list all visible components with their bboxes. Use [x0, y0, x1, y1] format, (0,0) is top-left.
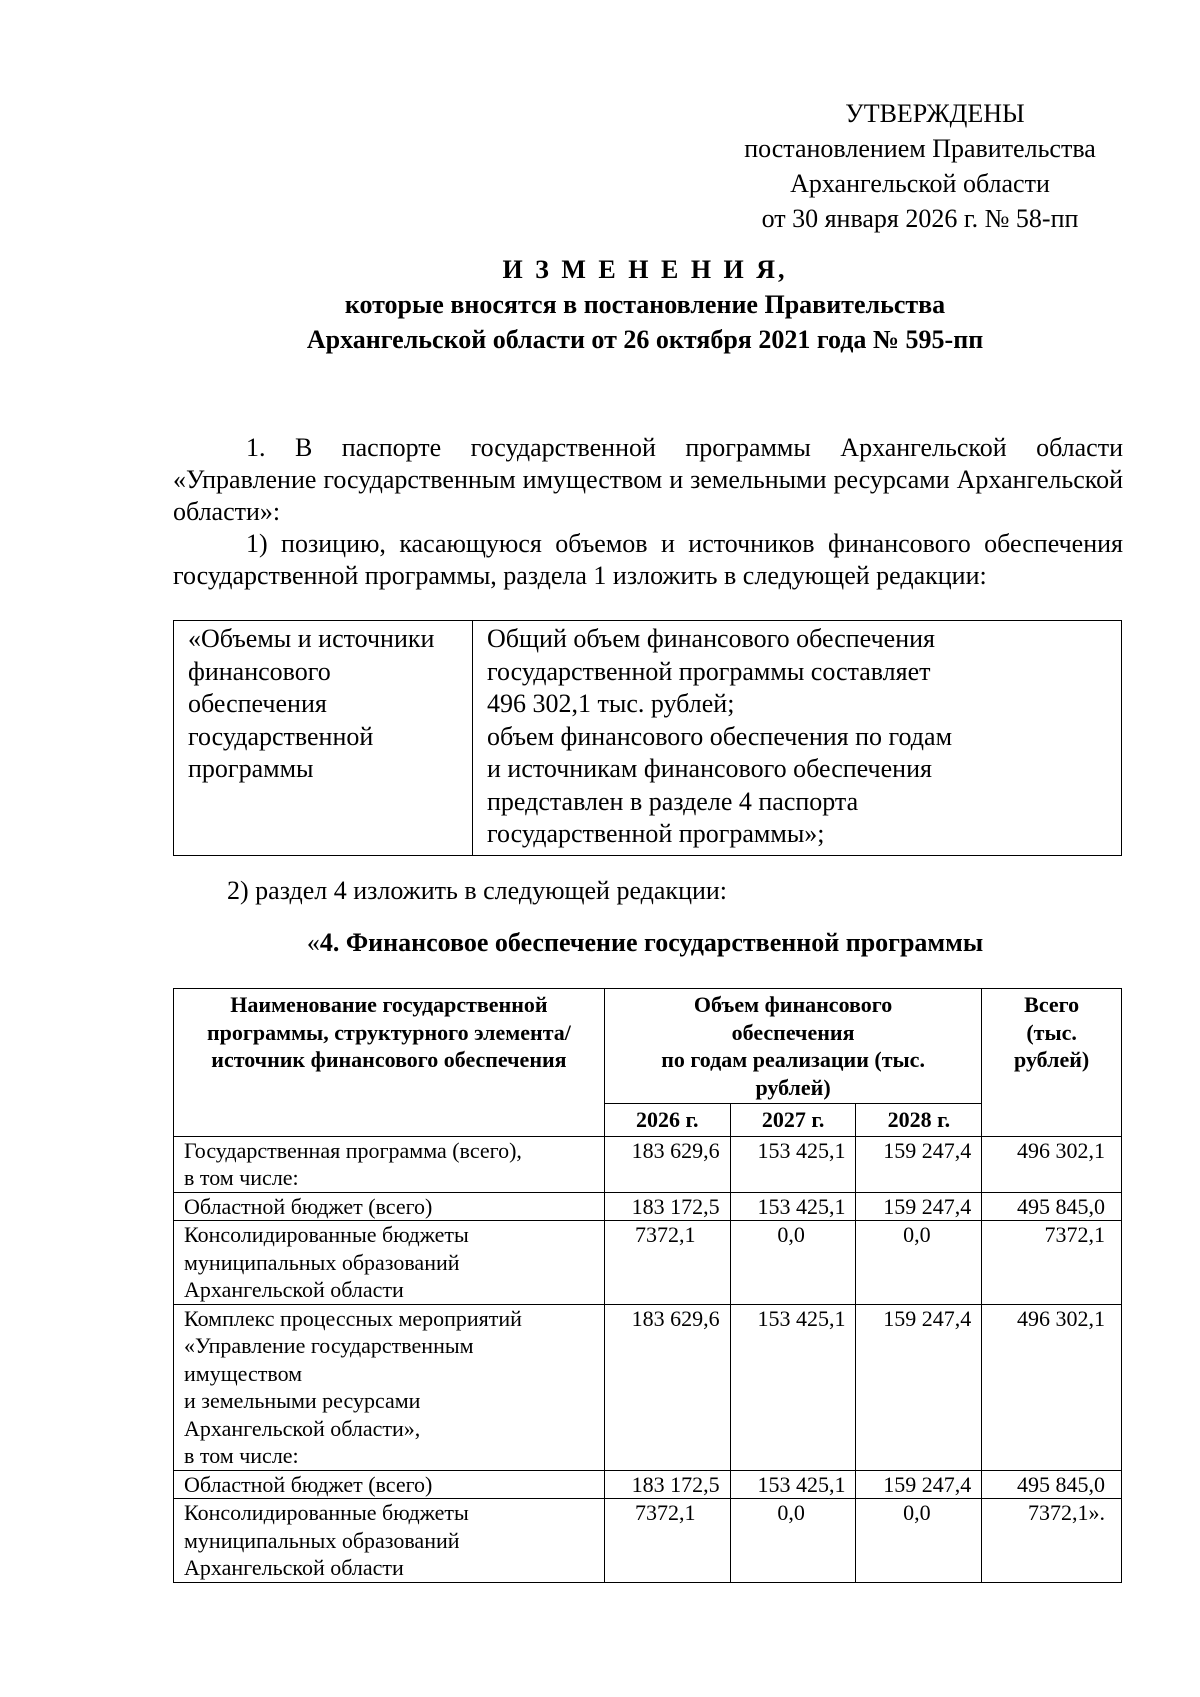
- title-line-3: Архангельской области от 26 октября 2021 года № 595-пп: [306, 325, 984, 354]
- header-year: 2027 г.: [730, 1104, 856, 1137]
- row-name-line: Архангельской области: [184, 1555, 404, 1580]
- row-value-2026: 183 172,5: [604, 1470, 730, 1499]
- passport-right-cell: [473, 621, 1122, 856]
- header-total-line: (тыс.: [1026, 1019, 1077, 1045]
- approval-stamp: [700, 96, 1140, 236]
- section-title: [170, 925, 1120, 960]
- row-value-2026: 7372,1: [604, 1499, 730, 1583]
- row-value-2028: 159 247,4: [856, 1470, 982, 1499]
- row-value-2026: 183 629,6: [604, 1136, 730, 1192]
- row-name-line: имуществом: [184, 1360, 303, 1386]
- row-value-2026: 183 172,5: [604, 1192, 730, 1221]
- passport-right-line: представлен в разделе 4 паспорта: [487, 786, 859, 816]
- row-total: 495 845,0: [982, 1470, 1122, 1499]
- row-total: 496 302,1: [982, 1304, 1122, 1470]
- header-volume: [604, 989, 981, 1104]
- paragraph-2: 1) позицию, касающуюся объемов и источников финансового обеспечения государственной программы, раздела 1 изложить в следующей редакции:: [173, 529, 1123, 590]
- approval-line-4: от 30 января 2026 г. № 58-пп: [761, 204, 1079, 233]
- title-line-1: И З М Е Н Е Н И Я,: [502, 255, 788, 284]
- row-value-2027: 153 425,1: [730, 1470, 856, 1499]
- passport-table: [173, 620, 1122, 856]
- section-title-quote: «: [306, 928, 320, 957]
- table-row: [174, 1499, 1122, 1583]
- passport-left-line: финансового: [188, 656, 331, 686]
- row-value-2028: 159 247,4: [856, 1192, 982, 1221]
- row-total: 496 302,1: [982, 1136, 1122, 1192]
- header-total: [982, 989, 1122, 1137]
- row-name-line: «Управление государственным: [184, 1333, 474, 1358]
- row-value-2028: 0,0: [856, 1221, 982, 1305]
- table-row: [174, 1136, 1122, 1192]
- row-value-2027: 0,0: [730, 1221, 856, 1305]
- table-row: [174, 1470, 1122, 1499]
- paragraph-3: 2) раздел 4 изложить в следующей редакции:: [227, 876, 728, 905]
- row-name: [174, 1304, 605, 1470]
- header-name-line: Наименование государственной: [230, 992, 548, 1017]
- approval-line-3: Архангельской области: [790, 169, 1050, 198]
- header-year: 2028 г.: [856, 1104, 982, 1137]
- row-total: 7372,1: [982, 1221, 1122, 1305]
- row-value-2027: 153 425,1: [730, 1136, 856, 1192]
- table-row: [174, 1192, 1122, 1221]
- row-value-2027: 153 425,1: [730, 1304, 856, 1470]
- row-name-line: Архангельской области»,: [184, 1415, 421, 1441]
- paragraph-1: 1. В паспорте государственной программы Архангельской области «Управление государственным имуществом и земельными ресурсами Архангельской области»:: [173, 433, 1123, 526]
- row-total: 7372,1».: [982, 1499, 1122, 1583]
- row-name: [174, 1221, 605, 1305]
- document-title: [170, 252, 1120, 357]
- row-name-line: Консолидированные бюджеты: [184, 1222, 469, 1247]
- row-name: [174, 1136, 605, 1192]
- row-name-line: в том числе:: [184, 1443, 299, 1468]
- header-name-line: источник финансового обеспечения: [211, 1047, 567, 1072]
- header-total-line: Всего: [1024, 992, 1080, 1017]
- row-value-2026: 183 629,6: [604, 1304, 730, 1470]
- passport-left-cell: [174, 621, 473, 856]
- passport-right-line: государственной программы составляет: [487, 656, 931, 686]
- row-name-line: муниципальных образований: [184, 1527, 460, 1553]
- approval-line-1: УТВЕРЖДЕНЫ: [845, 99, 1025, 128]
- row-name-line: Архангельской области: [184, 1277, 404, 1302]
- passport-right-line: Общий объем финансового обеспечения: [487, 624, 935, 653]
- row-name-line: в том числе:: [184, 1165, 299, 1190]
- passport-left-line: «Объемы и источники: [188, 624, 435, 653]
- row-name: [174, 1192, 605, 1221]
- passport-right-line: и источникам финансового обеспечения: [487, 754, 932, 783]
- passport-right-line: 496 302,1 тыс. рублей;: [487, 689, 735, 718]
- table-row: [174, 1304, 1122, 1470]
- section-title-text: 4. Финансовое обеспечение государственной программы: [319, 928, 984, 957]
- row-total: 495 845,0: [982, 1192, 1122, 1221]
- row-value-2028: 0,0: [856, 1499, 982, 1583]
- row-name-line: Областной бюджет (всего): [184, 1471, 433, 1497]
- finance-header-row: [174, 989, 1122, 1104]
- passport-left-line: программы: [188, 754, 314, 783]
- row-name: [174, 1499, 605, 1583]
- header-name-line: программы, структурного элемента/: [206, 1019, 571, 1045]
- row-value-2028: 159 247,4: [856, 1136, 982, 1192]
- header-volume-line: по годам реализации (тыс.: [661, 1047, 925, 1072]
- title-line-2: которые вносятся в постановление Правительства: [344, 290, 946, 319]
- passport-left-line: государственной: [188, 721, 374, 751]
- row-name-line: и земельными ресурсами: [184, 1388, 421, 1413]
- row-name-line: муниципальных образований: [184, 1249, 460, 1275]
- header-volume-line: Объем финансового: [693, 992, 893, 1017]
- header-total-line: рублей): [1014, 1047, 1090, 1072]
- header-name: [174, 989, 605, 1137]
- passport-left-line: обеспечения: [188, 689, 327, 718]
- header-volume-line: обеспечения: [731, 1019, 855, 1045]
- row-name-line: Областной бюджет (всего): [184, 1193, 433, 1219]
- row-name-line: Государственная программа (всего),: [184, 1137, 522, 1163]
- row-value-2028: 159 247,4: [856, 1304, 982, 1470]
- row-value-2027: 0,0: [730, 1499, 856, 1583]
- finance-table: [173, 988, 1122, 1583]
- row-value-2026: 7372,1: [604, 1221, 730, 1305]
- passport-right-line: государственной программы»;: [487, 819, 825, 848]
- row-name-line: Консолидированные бюджеты: [184, 1500, 469, 1525]
- header-volume-line: рублей): [755, 1074, 831, 1100]
- approval-line-2: постановлением Правительства: [744, 134, 1096, 163]
- row-value-2027: 153 425,1: [730, 1192, 856, 1221]
- row-name-line: Комплекс процессных мероприятий: [184, 1305, 522, 1331]
- row-name: [174, 1470, 605, 1499]
- table-row: [174, 1221, 1122, 1305]
- passport-right-line: объем финансового обеспечения по годам: [487, 721, 953, 751]
- passport-row: [174, 621, 1122, 856]
- header-year: 2026 г.: [604, 1104, 730, 1137]
